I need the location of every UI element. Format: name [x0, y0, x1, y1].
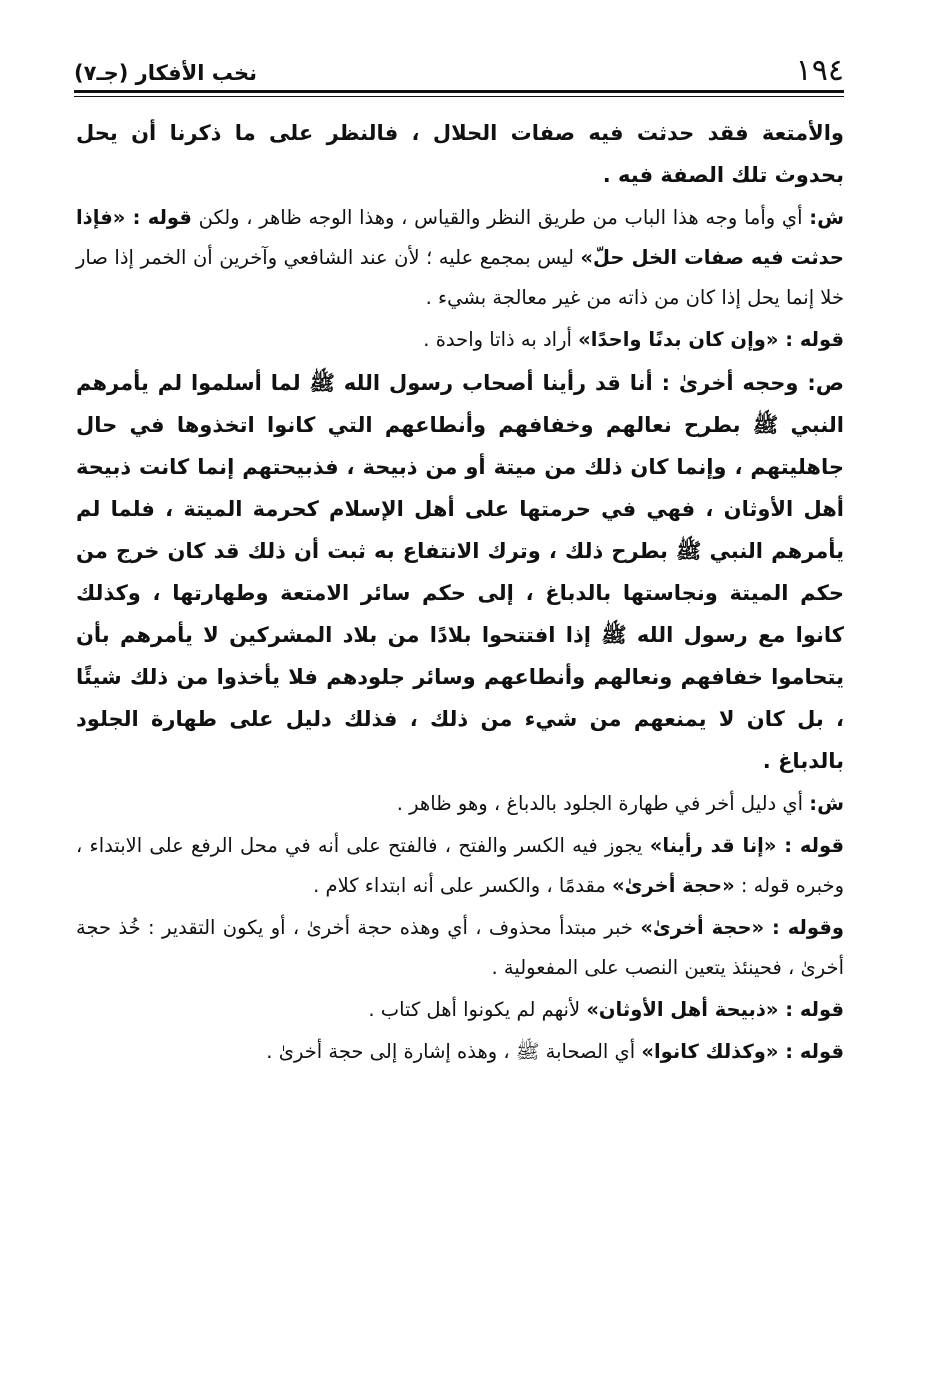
page-header — [74, 52, 844, 88]
sharh-label: ش: — [809, 792, 844, 815]
running-title: نخب الأفكار (جـ٧) — [74, 61, 257, 85]
paragraph-matn-1: والأمتعة فقد حدثت فيه صفات الحلال ، فالنظر على ما ذكرنا أن يحل بحدوث تلك الصفة فيه . — [76, 121, 844, 187]
quoted-phrase: قوله : «وإن كان بدنًا واحدًا» — [578, 328, 844, 351]
paragraph-qawluh-1 — [76, 320, 844, 360]
quoted-phrase: وقوله : «حجة أخرىٰ» — [640, 916, 844, 939]
sharh-text: يجوز فيه الكسر والفتح ، فالفتح على أنه في محل الرفع على الابتداء ، وخبره قوله : — [76, 834, 844, 897]
sharh-label: ش: — [809, 206, 844, 229]
sharh-text: أراد به ذاتا واحدة . — [423, 328, 579, 351]
paragraph-qawluh-2 — [76, 826, 844, 906]
quoted-phrase: قوله : «إنا قد رأينا» — [649, 834, 844, 857]
header-rule — [74, 90, 844, 93]
paragraph-sharh-2 — [76, 784, 844, 824]
quoted-phrase: قوله : «فإذا حدثت فيه صفات الخل حلّ» — [76, 206, 844, 269]
paragraph-qawluh-3 — [76, 908, 844, 988]
page-number: ١٩٤ — [795, 53, 844, 88]
quoted-phrase: قوله : «ذبيحة أهل الأوثان» — [586, 998, 844, 1021]
quoted-phrase: قوله : «وكذلك كانوا» — [641, 1040, 844, 1063]
sharh-text: ليس بمجمع عليه ؛ لأن عند الشافعي وآخرين أن الخمر إذا صار خلا إنما يحل إذا كان من ذاته من غير معالجة بشيء . — [76, 246, 844, 309]
sharh-text: أي الصحابة ﷺ ، وهذه إشارة إلى حجة أخرىٰ . — [266, 1040, 642, 1063]
paragraph-qawluh-4 — [76, 990, 844, 1030]
paragraph-matn-2: ص: وحجه أخرىٰ : أنا قد رأينا أصحاب رسول الله ﷺ لما أسلموا لم يأمرهم النبي ﷺ بطرح نعالهم وخفافهم وأنطاعهم التي كانوا اتخذوها في حال جاهليتهم ، وإنما كان ذلك من ميتة أو من ذبيحة ، فذبيحتهم إنما كانت ذبيحة أهل الأوثان ، فهي في حرمتها على أهل الإسلام كحرمة الميتة ، فلما لم يأمرهم النبي ﷺ بطرح ذلك ، وترك الانتفاع به ثبت أن ذلك قد كان خرج من حكم الميتة ونجاستها بالدباغ ، إلى حكم سائر الامتعة وطهارتها ، وكذلك كانوا مع رسول الله ﷺ إذا افتتحوا بلادًا من بلاد المشركين لا يأمرهم بأن يتحاموا خفافهم ونعالهم وأنطاعهم وسائر جلودهم فلا يأخذوا من ذلك شيئًا ، بل كان لا يمنعهم من شيء من ذلك ، فذلك دليل على طهارة الجلود بالدباغ . — [76, 371, 844, 773]
header-rule-thin — [74, 96, 844, 97]
paragraph-qawluh-5 — [76, 1032, 844, 1072]
sharh-text: أي دليل أخر في طهارة الجلود بالدباغ ، وهو ظاهر . — [396, 792, 810, 815]
sharh-text: مقدمًا ، والكسر على أنه ابتداء كلام . — [313, 874, 613, 897]
sharh-text: أي وأما وجه هذا الباب من طريق النظر والقياس ، وهذا الوجه ظاهر ، ولكن — [191, 206, 810, 229]
sharh-text: لأنهم لم يكونوا أهل كتاب . — [368, 998, 587, 1021]
sharh-text: خبر مبتدأ محذوف ، أي وهذه حجة أخرىٰ ، أو يكون التقدير : خُذ حجة أخرىٰ ، فحينئذ يتعين النصب على المفعولية . — [76, 916, 844, 979]
quoted-phrase: «حجة أخرىٰ» — [612, 874, 735, 897]
paragraph-sharh-1 — [76, 198, 844, 318]
page-body — [76, 112, 844, 1072]
